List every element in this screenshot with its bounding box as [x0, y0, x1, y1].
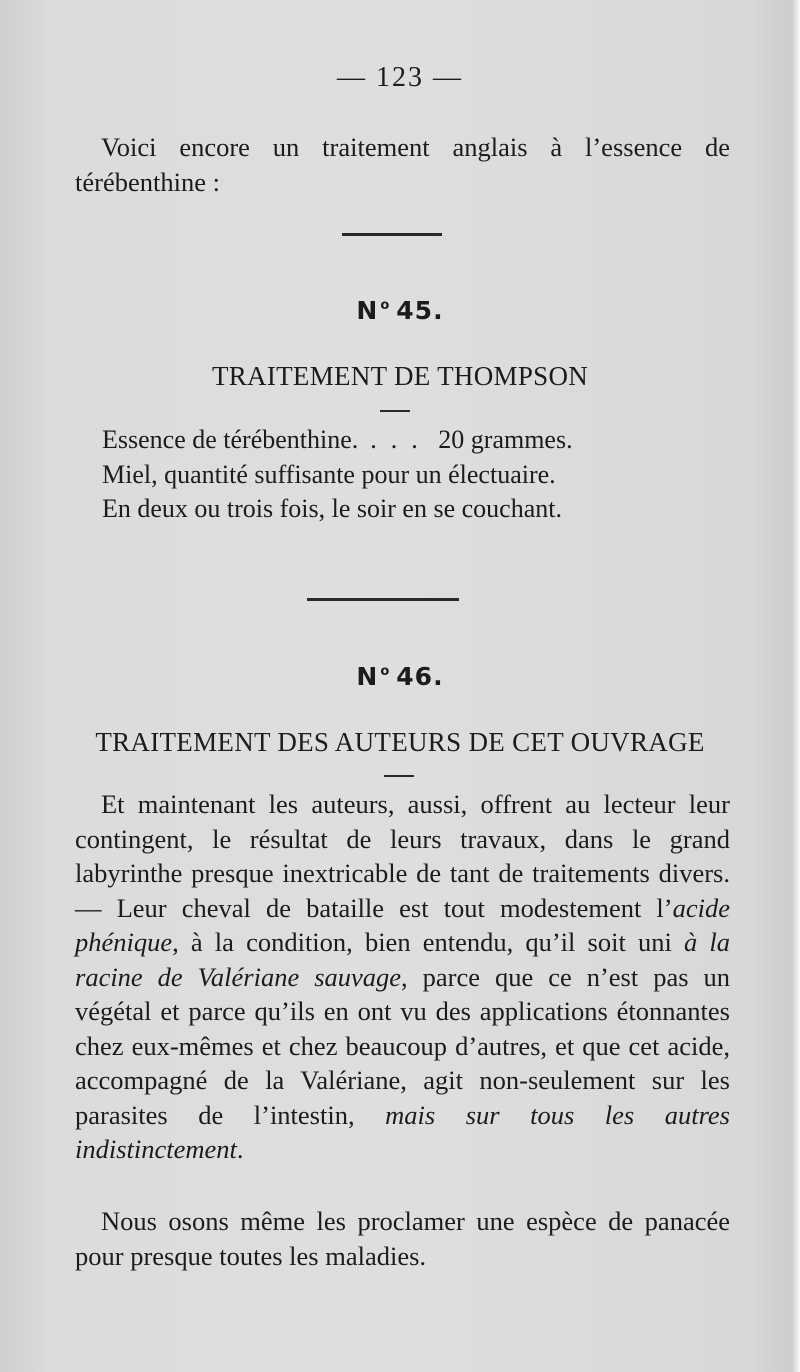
section-46-paragraph-1: [75, 787, 730, 1167]
text-run: .: [236, 1134, 244, 1164]
section-divider-2: [307, 598, 459, 601]
italic-run: à la racine de Valériane sauvage: [75, 927, 730, 992]
number-value: 46.: [396, 662, 444, 691]
number-prefix: N: [356, 662, 379, 691]
italic-run: acide phénique: [75, 892, 730, 957]
section-divider-1: [342, 233, 442, 236]
section-46-paragraph-2: Nous osons même les proclamer une espèce de panacée pour presque toutes les maladies.: [75, 1206, 730, 1271]
section-46-number: [0, 662, 800, 691]
ingredient-quantity: 20 grammes.: [438, 425, 573, 454]
title-dash-2: [384, 775, 414, 777]
italic-run: mais sur tous les autres indistinctement: [75, 1099, 730, 1164]
number-sup: o: [380, 664, 391, 679]
page-number: — 123 —: [337, 62, 463, 93]
intro-paragraph: Voici encore un traitement anglais à l’essence de térébenthine :: [75, 132, 730, 197]
section-45-title: TRAITEMENT DE THOMPSON: [211, 361, 589, 391]
number-prefix: N: [356, 296, 379, 325]
recipe-line-1: [102, 423, 722, 458]
title-dash-1: [380, 410, 410, 412]
recipe-line-3: En deux ou trois fois, le soir en se couchant.: [102, 494, 562, 523]
number-sup: o: [380, 298, 391, 313]
section-46-title: TRAITEMENT DES AUTEURS DE CET OUVRAGE: [95, 727, 705, 757]
section-45-recipe: [102, 423, 722, 527]
text-run: , à la condition, bien entendu, qu’il soit uni: [172, 927, 684, 957]
recipe-line-2: Miel, quantité suffisante pour un électuaire.: [102, 459, 556, 489]
text-run: , parce que ce n’est pas un végétal et parce qu’ils en ont vu des applications étonnantes chez eux-mêmes et chez beaucoup d’autres, et que cet acide, accompagné de la Valériane, agit non-seulement sur les parasites de l’intestin,: [75, 961, 730, 1130]
ingredient-name: Essence de térébenthine.: [102, 425, 359, 454]
ingredient-dots: ...: [370, 425, 432, 454]
section-45-number: [0, 296, 800, 325]
text-run: Et maintenant les auteurs, aussi, offrent au lecteur leur contingent, le résultat de leurs travaux, dans le grand labyrinthe presque inextricable de tant de traitements divers. — Leur cheval de bataille est tout modestement l’: [75, 789, 730, 923]
number-value: 45.: [396, 296, 444, 325]
